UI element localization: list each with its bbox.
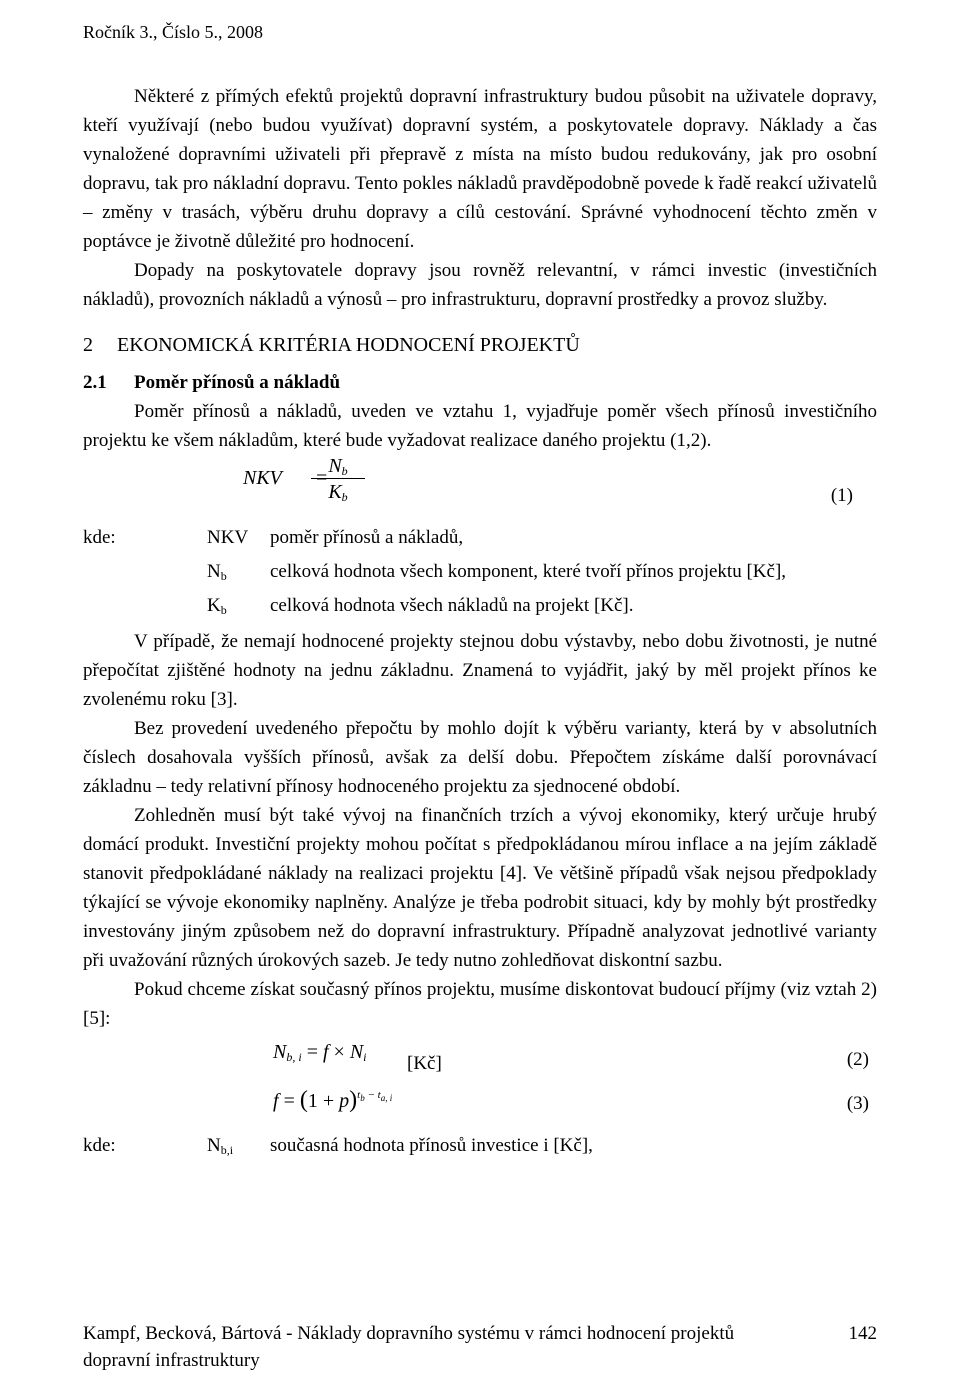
page-footer — [83, 1320, 877, 1374]
equation-lhs: NKV — [243, 467, 282, 489]
definition-text: celková hodnota všech nákladů na projekt [Kč]. — [270, 595, 634, 616]
equation-number: (3) — [846, 1093, 869, 1114]
denominator: K — [328, 481, 342, 503]
definition-text: celková hodnota všech komponent, které tvoří přínos projektu [Kč], — [270, 561, 787, 582]
footer-title-continued: dopravní infrastruktury — [83, 1350, 260, 1371]
equation-number: (2) — [846, 1049, 869, 1070]
equation-3: $f = (1 + p)^{t_b - t_{a, i}}$ — [273, 1087, 393, 1113]
footer-authors: Kampf, Becková, Bártová - Náklady dopravního systému v rámci hodnocení projektů — [83, 1323, 735, 1344]
definition-symbol: NKV — [207, 527, 249, 548]
equation-1 — [83, 455, 877, 523]
equals-sign: = — [316, 467, 328, 489]
subsection-heading — [83, 369, 877, 397]
numerator: N — [328, 455, 342, 477]
definition-text: současná hodnota přínosů investice i [Kč], — [270, 1135, 593, 1156]
definition-symbol: $K_b$ — [207, 595, 227, 617]
paragraph: Bez provedení uvedeného přepočtu by mohlo dojít k výběru varianty, která by v absolutních číslech dosahovala vyšších přínosů, avšak za delší dobu. Přepočtem získáme další porovnávací základnu – tedy relativní přínosy hodnoceného projektu za sjednocené období. — [83, 718, 877, 797]
fraction-bar — [311, 478, 365, 479]
definitions-list — [83, 523, 877, 625]
definition-text: poměr přínosů a nákladů, — [270, 527, 464, 548]
paragraph: Poměr přínosů a nákladů, uveden ve vztahu 1, vyjadřuje poměr všech přínosů investičního projektu ke všem nákladům, které bude vyžadovat realizace daného projektu (1,2). — [83, 401, 877, 451]
page-number: 142 — [848, 1323, 877, 1344]
kde-label: kde: — [83, 527, 116, 548]
subsection-title: Poměr přínosů a nákladů — [134, 372, 341, 393]
definitions-list — [83, 1131, 877, 1165]
paragraph: Některé z přímých efektů projektů dopravní infrastruktury budou působit na uživatele dopravy, kteří využívají (nebo budou využívat) dopravní systém, a poskytovatele dopravy. Náklady a čas vynaložené dopravními uživateli při přepravě z místa na místo budou redukovány, jak pro osobní dopravu, tak pro nákladní dopravu. Tento pokles nákladů pravděpodobně povede k řadě reakcí uživatelů – změny v trasách, výběru druhu dopravy a cílů cestování. Správné vyhodnocení těchto změn v poptávce je životně důležité pro hodnocení. — [83, 86, 877, 252]
kde-label: kde: — [83, 1135, 116, 1156]
subsection-number: 2.1 — [83, 372, 107, 393]
fraction: $N_b$ $K_b$ — [311, 455, 365, 503]
equations-2-3 — [83, 1039, 877, 1131]
equation-2: $N_{b, i} = f \times N_i$ — [273, 1041, 367, 1064]
definition-symbol: $N_{b,i}$ — [207, 1135, 234, 1157]
section-number: 2 — [83, 334, 93, 356]
definition-symbol: $N_b$ — [207, 561, 227, 583]
equation-number: (1) — [830, 485, 853, 506]
unit-label: [Kč] — [407, 1053, 442, 1074]
paragraph: Pokud chceme získat současný přínos projektu, musíme diskontovat budoucí příjmy (viz vztah 2) [5]: — [83, 979, 877, 1029]
body-text — [83, 82, 877, 1167]
section-title: EKONOMICKÁ KRITÉRIA HODNOCENÍ PROJEKTŮ — [117, 334, 580, 356]
paragraph: Zohledněn musí být také vývoj na finančních trzích a vývoj ekonomiky, který určuje hrubý domácí produkt. Investiční projekty mohou počítat s předpokládanou mírou inflace a na jejím základě stanovit předpokládané náklady na realizaci projektu [4]. Ve většině případů však nejsou předpoklady týkající se vývoje ekonomiky naplněny. Analýze je třeba podrobit situaci, kdy by mohly být prostředky investovány jiným způsobem než do dopravní infrastruktury. Případně analyzovat jednotlivé varianty při uvažování různých úrokových sazeb. Je tedy nutno zohledňovat diskontní sazbu. — [83, 805, 877, 971]
section-heading — [83, 331, 877, 359]
paragraph: V případě, že nemají hodnocené projekty stejnou dobu výstavby, nebo dobu životnosti, je nutné přepočítat zjištěné hodnoty na jednu základnu. Znamená to vyjádřit, jaký by měl projekt přínos ke zvolenému roku [3]. — [83, 631, 877, 710]
running-head: Ročník 3., Číslo 5., 2008 — [83, 22, 264, 42]
paragraph: Dopady na poskytovatele dopravy jsou rovněž relevantní, v rámci investic (investičních nákladů), provozních nákladů a výnosů – pro infrastrukturu, dopravní prostředky a provoz služby. — [83, 260, 877, 310]
